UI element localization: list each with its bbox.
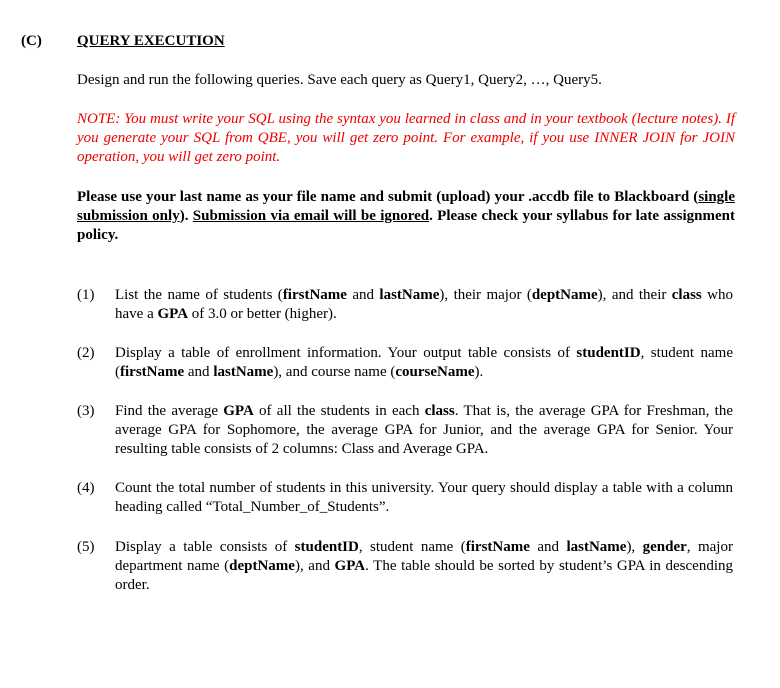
query-number: (3): [77, 403, 95, 419]
query-number: (4): [77, 480, 95, 496]
submit-text-2: ).: [179, 208, 193, 224]
query-text: Count the total number of students in this university. Your query should display a table with a column heading called “Total_Number_of_Students”.: [115, 480, 733, 515]
submission-instructions: [77, 188, 735, 245]
submit-text-3: . Please check your syllabus for late assignment policy.: [77, 208, 735, 243]
query-text: Display a table of enrollment information. Your output table consists of studentID, student name (firstName and lastName), and course name (courseName).: [115, 345, 733, 380]
note-paragraph: NOTE: You must write your SQL using the syntax you learned in class and in your textbook (lecture notes). If you generate your SQL from QBE, you will get zero point. For example, if you use INNER JOIN for JOIN operation, you will get zero point.: [77, 111, 735, 165]
section-label: (C): [21, 33, 42, 49]
intro-paragraph: Design and run the following queries. Save each query as Query1, Query2, …, Query5.: [77, 72, 602, 88]
section-title: QUERY EXECUTION: [77, 33, 225, 49]
query-text: Display a table consists of studentID, student name (firstName and lastName), gender, major department name (deptName), and GPA. The table should be sorted by student’s GPA in descending order.: [115, 539, 733, 593]
query-number: (1): [77, 287, 95, 303]
submit-text-1: Please use your last name as your file name and submit (upload) your .accdb file to Blackboard (: [77, 189, 699, 205]
single-submission-text: single submission only: [77, 189, 735, 224]
query-number: (2): [77, 345, 95, 361]
query-text: Find the average GPA of all the students in each class. That is, the average GPA for Freshman, the average GPA for Sophomore, the average GPA for Junior, and the average GPA for Senior. Your resulting table consists of 2 columns: Class and Average GPA.: [115, 403, 733, 457]
email-warning-text: Submission via email will be ignored: [192, 208, 430, 224]
query-number: (5): [77, 539, 95, 555]
query-text: List the name of students (firstName and lastName), their major (deptName), and their class who have a GPA of 3.0 or better (higher).: [115, 287, 733, 322]
